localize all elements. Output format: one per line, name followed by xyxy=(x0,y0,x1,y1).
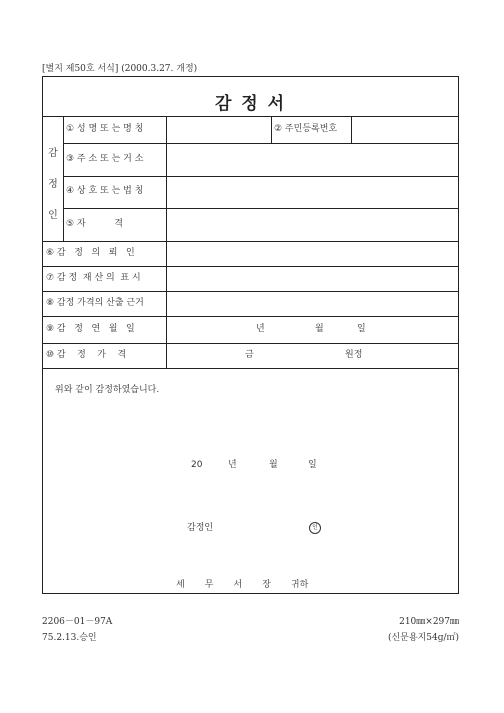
date-year-unit: 년 xyxy=(256,324,265,334)
trade-name-label: ④ 상 호 또 는 법 칭 xyxy=(66,186,144,196)
row-divider-4 xyxy=(43,241,458,242)
approval-date: 75.2.13.승인 xyxy=(42,633,97,643)
paper-size: 210㎜×297㎜ xyxy=(399,617,459,627)
row-divider-3 xyxy=(63,208,458,209)
title-divider xyxy=(43,116,458,117)
row-divider-5 xyxy=(43,266,458,267)
appraisal-form xyxy=(42,76,459,594)
price-basis-label: ⑧ 감정 가격의 산출 근거 xyxy=(46,298,144,308)
appraiser-group-char-3: 인 xyxy=(48,210,58,221)
sign-date-day-unit: 일 xyxy=(308,460,317,470)
row-divider-1 xyxy=(63,143,458,144)
appraiser-group-char-1: 감 xyxy=(48,148,58,159)
form-title: 감 정 서 xyxy=(214,94,287,114)
sign-date-year: 20 xyxy=(191,460,203,470)
price-suffix: 원정 xyxy=(345,350,363,360)
row-divider-9 xyxy=(43,368,458,369)
property-label: ⑦ 감 정 재 산 의 표 시 xyxy=(46,273,141,283)
sign-date-year-unit: 년 xyxy=(228,460,237,470)
appraiser-group-char-2: 정 xyxy=(48,179,58,190)
row-divider-6 xyxy=(43,291,458,292)
row-divider-7 xyxy=(43,316,458,317)
resident-reg-label: ② 주민등록번호 xyxy=(274,124,338,134)
appraisal-price-label: ⑩ 감 정 가 격 xyxy=(46,350,127,360)
address-label: ③ 주 소 또 는 거 소 xyxy=(66,154,144,164)
form-number: 2206－01－97A xyxy=(42,617,113,627)
sign-date-month-unit: 월 xyxy=(269,460,278,470)
row-divider-2 xyxy=(63,176,458,177)
appraisal-date-label: ⑨ 감 정 연 월 일 xyxy=(46,324,135,334)
reg-column-divider-right xyxy=(351,116,352,143)
row-divider-8 xyxy=(43,343,458,344)
name-label: ① 성 명 또 는 명 칭 xyxy=(66,124,144,134)
paper-type: (신문용지54g/㎡) xyxy=(387,633,459,643)
statement-text: 위와 같이 감정하였습니다. xyxy=(55,385,160,395)
date-month-unit: 월 xyxy=(315,324,324,334)
group-column-divider xyxy=(63,116,64,241)
requester-label: ⑥ 감 정 의 뢰 인 xyxy=(46,248,135,258)
form-header-note: [별지 제50호 서식] (2000.3.27. 개정) xyxy=(42,64,198,74)
qualification-label: ⑤ 자 격 xyxy=(66,219,123,229)
seal-mark-icon: 인 xyxy=(309,522,321,534)
price-prefix: 금 xyxy=(245,350,254,360)
reg-column-divider-left xyxy=(271,116,272,143)
label-column-divider xyxy=(166,116,167,368)
addressee-text: 세 무 서 장 귀하 xyxy=(176,580,309,590)
appraiser-signature-label: 감정인 xyxy=(187,523,214,533)
date-day-unit: 일 xyxy=(357,324,366,334)
